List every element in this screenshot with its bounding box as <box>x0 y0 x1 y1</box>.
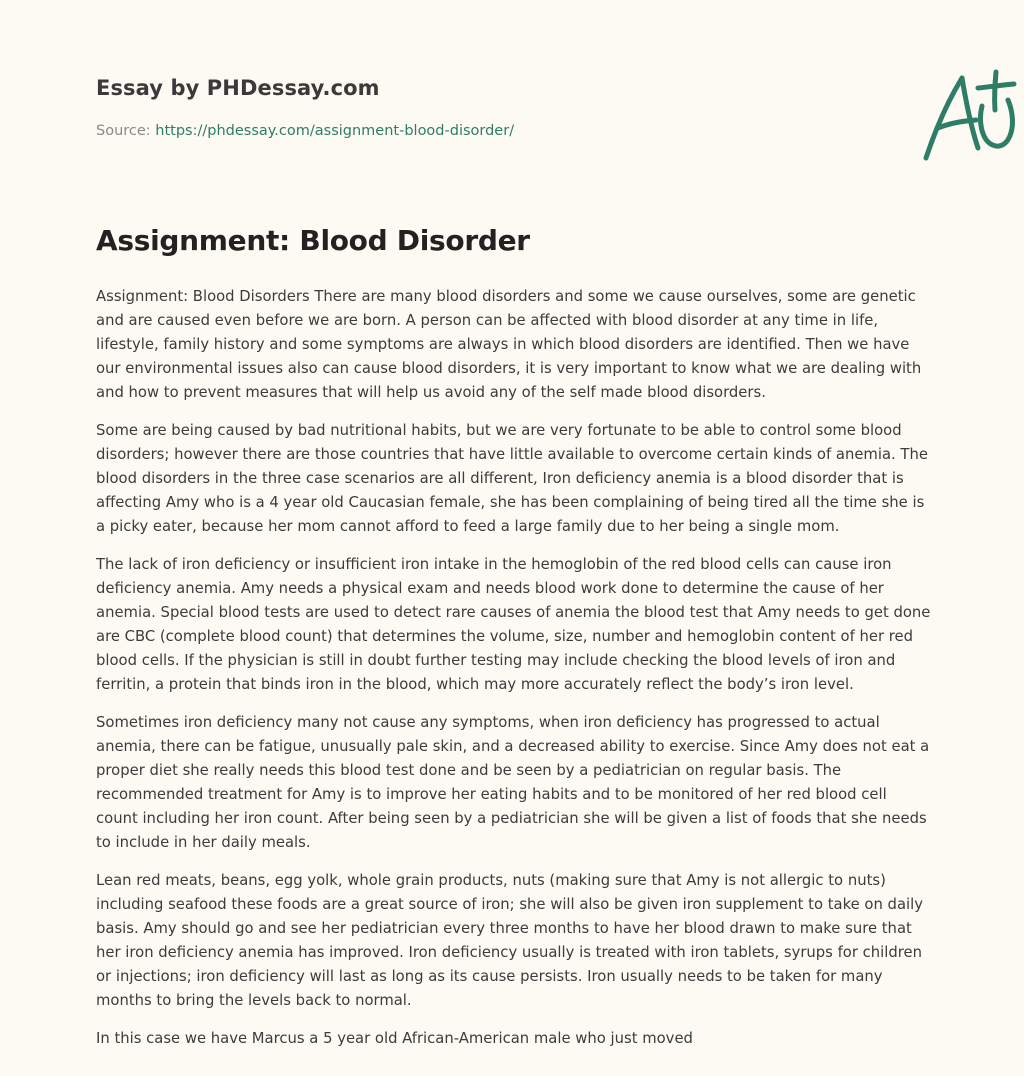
a-plus-grade-icon <box>922 68 1022 164</box>
source-line <box>96 123 514 139</box>
essay-title: Assignment: Blood Disorder <box>96 224 530 257</box>
essay-paragraph: The lack of iron deficiency or insufficient iron intake in the hemoglobin of the red blood cells can cause iron deficiency anemia. Amy needs a physical exam and needs blood work done to determine the cause of her anemia. Special blood tests are used to detect rare causes of anemia the blood test that Amy needs to get done are CBC (complete blood count) that determines the volume, size, number and hemoglobin content of her red blood cells. If the physician is still in doubt further testing may include checking the blood levels of iron and ferritin, a protein that binds iron in the blood, which may more accurately reflect the body’s iron level. <box>96 556 931 693</box>
essay-paragraph: In this case we have Marcus a 5 year old African-American male who just moved <box>96 1030 693 1047</box>
essay-paragraph: Assignment: Blood Disorders There are many blood disorders and some we cause ourselves, some are genetic and are caused even before we are born. A person can be affected with blood disorder at any time in life, lifestyle, family history and some symptoms are always in which blood disorders are identified. Then we have our environmental issues also can cause blood disorders, it is very important to know what we are dealing with and how to prevent measures that will help us avoid any of the self made blood disorders. <box>96 288 922 401</box>
site-title: Essay by PHDessay.com <box>96 76 380 100</box>
source-link[interactable]: https://phdessay.com/assignment-blood-disorder/ <box>155 123 515 139</box>
essay-paragraph: Sometimes iron deficiency many not cause any symptoms, when iron deficiency has progressed to actual anemia, there can be fatigue, unusually pale skin, and a decreased ability to exercise. Since Amy does not eat a proper diet she really needs this blood test done and be seen by a pediatrician on regular basis. The recommended treatment for Amy is to improve her eating habits and to be monitored of her red blood cell count including her iron count. After being seen by a pediatrician she will be given a list of foods that she needs to include in her daily meals. <box>96 714 930 851</box>
essay-paragraph: Some are being caused by bad nutritional habits, but we are very fortunate to be able to control some blood disorders; however there are those countries that have little available to overcome certain kinds of anemia. The blood disorders in the three case scenarios are all different, Iron deficiency anemia is a blood disorder that is affecting Amy who is a 4 year old Caucasian female, she has been complaining of being tired all the time she is a picky eater, because her mom cannot afford to feed a large family due to her being a single mom. <box>96 422 928 535</box>
source-label: Source: <box>96 123 156 139</box>
essay-paragraph: Lean red meats, beans, egg yolk, whole grain products, nuts (making sure that Amy is not allergic to nuts) including seafood these foods are a great source of iron; she will also be given iron supplement to take on daily basis. Amy should go and see her pediatrician every three months to have her blood drawn to make sure that her iron deficiency anemia has improved. Iron deficiency usually is treated with iron tablets, syrups for children or injections; iron deficiency will last as long as its cause persists. Iron usually needs to be taken for many months to bring the levels back to normal. <box>96 872 923 1009</box>
essay-body <box>96 285 932 1065</box>
